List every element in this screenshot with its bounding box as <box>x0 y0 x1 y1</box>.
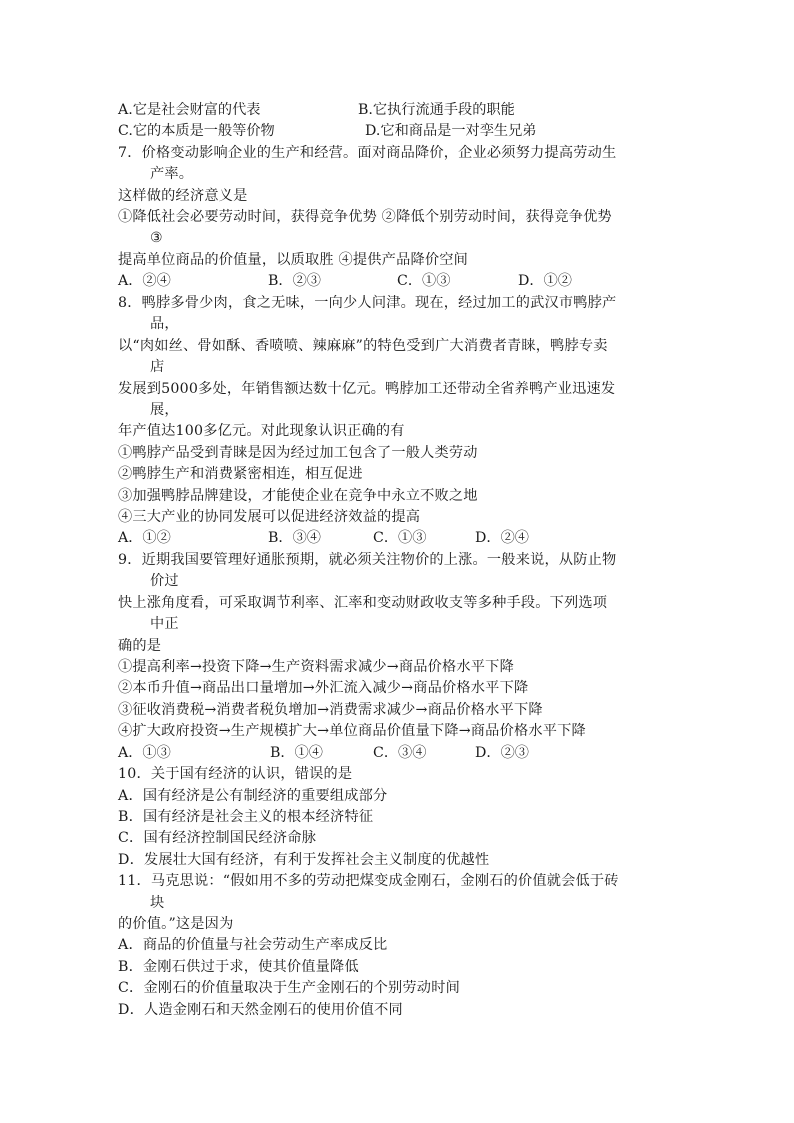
q9-statement-1: ①提高利率→投资下降→生产资料需求减少→商品价格水平下降 <box>118 659 514 675</box>
q9-stem-line: 快上涨角度看，可采取调节利率、汇率和变动财政收支等多种手段。下列选项 <box>118 595 608 611</box>
q7-stem-wrap: 产率。 <box>150 166 194 182</box>
q8-statement-3: ③加强鸭脖品牌建设，才能使企业在竞争中永立不败之地 <box>118 488 478 504</box>
q9-statement-4: ④扩大政府投资→生产规模扩大→单位商品价值量下降→商品价格水平下降 <box>118 723 586 739</box>
q9-choice-d: D．②③ <box>475 745 529 761</box>
q10-stem: 10．关于国有经济的认识，错误的是 <box>118 766 353 782</box>
q11-option-a: A．商品的价值量与社会劳动生产率成反比 <box>118 937 388 953</box>
q8-stem-wrap: 展， <box>150 402 179 418</box>
q10-option-c: C．国有经济控制国民经济命脉 <box>118 830 317 846</box>
q9-stem-line: 确的是 <box>118 638 162 654</box>
q10-option-a: A．国有经济是公有制经济的重要组成部分 <box>118 788 388 804</box>
q7-statement-wrap: ③ <box>150 230 163 246</box>
q6-option-d: D.它和商品是一对孪生兄弟 <box>365 123 537 139</box>
q11-stem-wrap: 块 <box>150 895 165 911</box>
q10-option-b: B．国有经济是社会主义的根本经济特征 <box>118 809 374 825</box>
q8-choice-c: C．①③ <box>373 530 427 546</box>
q8-statement-2: ②鸭脖生产和消费紧密相连，相互促进 <box>118 466 363 482</box>
q8-stem-line: 以“肉如丝、骨如酥、香喷喷、辣麻麻”的特色受到广大消费者青睐，鸭脖专卖 <box>118 338 608 354</box>
q6-option-a: A.它是社会财富的代表 <box>118 102 261 118</box>
q9-statement-3: ③征收消费税→消费者税负增加→消费需求减少→商品价格水平下降 <box>118 702 543 718</box>
q11-option-d: D．人造金刚石和天然金刚石的使用价值不同 <box>118 1002 403 1018</box>
q7-statement-line: 提高单位商品的价值量，以质取胜 ④提供产品降价空间 <box>118 252 469 268</box>
q7-choice-d: D．①② <box>518 273 572 289</box>
q11-option-b: B．金刚石供过于求，使其价值量降低 <box>118 959 359 975</box>
q11-stem-line: 的价值。”这是因为 <box>118 916 234 932</box>
q7-stem-line: 这样做的经济意义是 <box>118 188 248 204</box>
q8-statement-4: ④三大产业的协同发展可以促进经济效益的提高 <box>118 509 421 525</box>
q11-stem-line: 11．马克思说：“假如用不多的劳动把煤变成金刚石，金刚石的价值就会低于砖 <box>118 873 619 889</box>
q11-option-c: C．金刚石的价值量取决于生产金刚石的个别劳动时间 <box>118 980 460 996</box>
q8-stem-line: 发展到5000多处，年销售额达数十亿元。鸭脖加工还带动全省养鸭产业迅速发 <box>118 381 616 397</box>
q6-option-c: C.它的本质是一般等价物 <box>118 123 275 139</box>
q8-choice-d: D．②④ <box>475 530 529 546</box>
q8-choice-b: B．③④ <box>268 530 321 546</box>
q9-choice-b: B．①④ <box>270 745 323 761</box>
q8-statement-1: ①鸭脖产品受到青睐是因为经过加工包含了一般人类劳动 <box>118 445 478 461</box>
q10-option-d: D．发展壮大国有经济，有利于发挥社会主义制度的优越性 <box>118 852 490 868</box>
q8-choice-a: A．①② <box>118 530 171 546</box>
q8-stem-line: 8．鸭脖多骨少肉，食之无味，一向少人问津。现在，经过加工的武汉市鸭脖产 <box>118 295 617 311</box>
q9-stem-wrap: 价过 <box>150 573 179 589</box>
q8-stem-wrap: 品， <box>150 316 179 332</box>
q7-statement-line: ①降低社会必要劳动时间，获得竞争优势 ②降低个别劳动时间，获得竞争优势 <box>118 209 612 225</box>
q9-stem-line: 9．近期我国要管理好通胀预期，就必须关注物价的上涨。一般来说，从防止物 <box>118 552 617 568</box>
q7-choice-b: B．②③ <box>268 273 321 289</box>
q9-statement-2: ②本币升值→商品出口量增加→外汇流入减少→商品价格水平下降 <box>118 680 529 696</box>
q8-stem-line: 年产值达100多亿元。对此现象认识正确的有 <box>118 423 405 439</box>
q7-choice-a: A．②④ <box>118 273 171 289</box>
q9-choice-c: C．③④ <box>373 745 427 761</box>
q7-stem-line: 7．价格变动影响企业的生产和经营。面对商品降价，企业必须努力提高劳动生 <box>118 145 617 161</box>
q7-choice-c: C．①③ <box>397 273 451 289</box>
q8-stem-wrap: 店 <box>150 359 165 375</box>
q9-stem-wrap: 中正 <box>150 616 179 632</box>
q9-choice-a: A．①③ <box>118 745 171 761</box>
q6-option-b: B.它执行流通手段的职能 <box>358 102 515 118</box>
